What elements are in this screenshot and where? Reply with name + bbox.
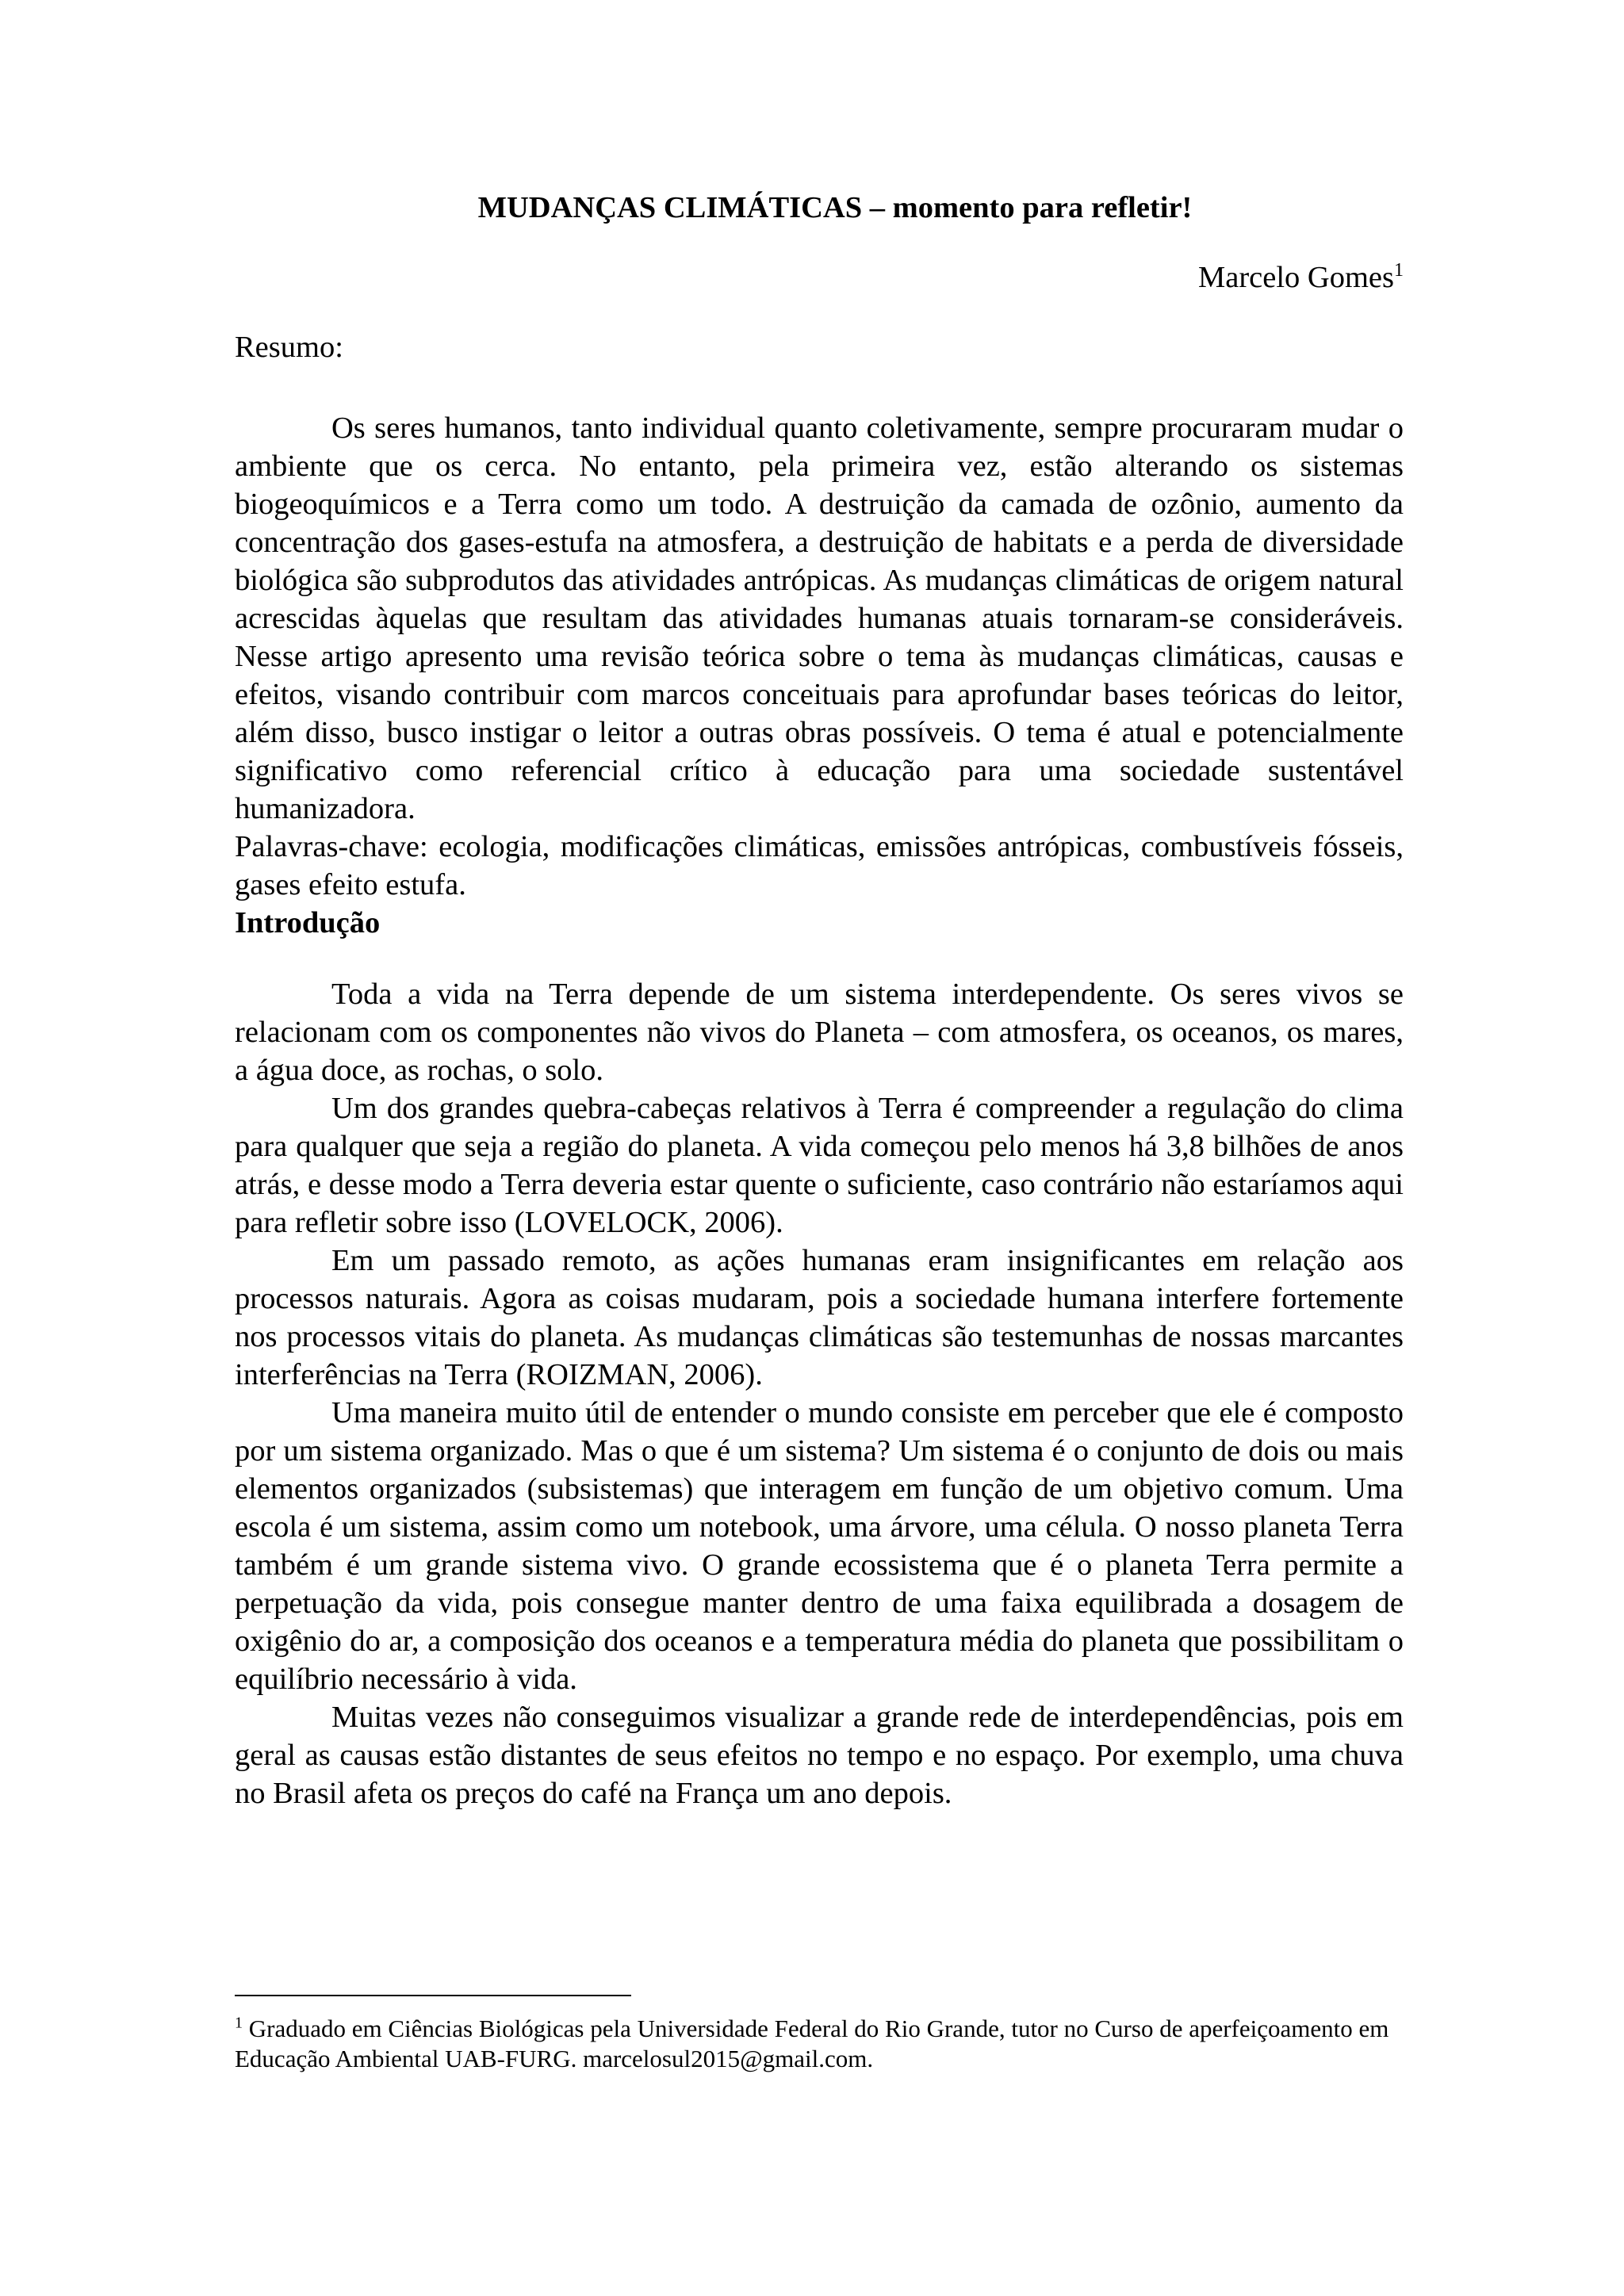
abstract-label: Resumo: [235,331,343,364]
footnote [235,2014,1404,2074]
main-content [235,189,1404,1812]
paper-title: MUDANÇAS CLIMÁTICAS – momento para refletir! [477,191,1193,224]
intro-paragraph: Toda a vida na Terra depende de um sistema interdependente. Os seres vivos se relacionam com os componentes não vivos do Planeta – com atmosfera, os oceanos, os mares, a água doce, as rochas, o solo. [235,978,1404,1087]
keywords: Palavras-chave: ecologia, modificações climáticas, emissões antrópicas, combustíveis fósseis, gases efeito estufa. [235,830,1404,901]
section-heading-introduction: Introdução [235,906,381,939]
intro-paragraph: Uma maneira muito útil de entender o mundo consiste em perceber que ele é composto por um sistema organizado. Mas o que é um sistema? Um sistema é o conjunto de dois ou mais elementos organizados (subsistemas) que interagem em função de um objetivo comum. Uma escola é um sistema, assim como um notebook, uma árvore, uma célula. O nosso planeta Terra também é um grande sistema vivo. O grande ecossistema que é o planeta Terra permite a perpetuação da vida, pois consegue manter dentro de uma faixa equilibrada a dosagem de oxigênio do ar, a composição dos oceanos e a temperatura média do planeta que possibilitam o equilíbrio necessário à vida. [235,1396,1404,1696]
author-line [235,258,1404,297]
author-footnote-ref[interactable]: 1 [1394,260,1404,281]
footnote-number: 1 [235,2014,243,2032]
intro-paragraph: Muitas vezes não conseguimos visualizar a grande rede de interdependências, pois em geral as causas estão distantes de seus efeitos no tempo e no espaço. Por exemplo, uma chuva no Brasil afeta os preços do café na França um ano depois. [235,1701,1404,1810]
author-name: Marcelo Gomes [1198,261,1394,294]
abstract-text: Os seres humanos, tanto individual quanto coletivamente, sempre procuraram mudar o ambiente que os cerca. No entanto, pela primeira vez, estão alterando os sistemas biogeoquímicos e a Terra como um todo. A destruição da camada de ozônio, aumento da concentração dos gases-estufa na atmosfera, a destruição de habitats e a perda de diversidade biológica são subprodutos das atividades antrópicas. As mudanças climáticas de origem natural acrescidas àquelas que resultam das atividades humanas atuais tornaram-se consideráveis. Nesse artigo apresento uma revisão teórica sobre o tema às mudanças climáticas, causas e efeitos, visando contribuir com marcos conceituais para aprofundar bases teóricas do leitor, além disso, busco instigar o leitor a outras obras possíveis. O tema é atual e potencialmente significativo como referencial crítico à educação para uma sociedade sustentável humanizadora. [235,411,1404,825]
intro-paragraph: Um dos grandes quebra-cabeças relativos à Terra é compreender a regulação do clima para qualquer que seja a região do planeta. A vida começou pelo menos há 3,8 bilhões de anos atrás, e desse modo a Terra deveria estar quente o suficiente, caso contrário não estaríamos aqui para refletir sobre isso (LOVELOCK, 2006). [235,1092,1404,1239]
intro-paragraph: Em um passado remoto, as ações humanas eram insignificantes em relação aos processos naturais. Agora as coisas mudaram, pois a sociedade humana interfere fortemente nos processos vitais do planeta. As mudanças climáticas são testemunhas de nossas marcantes interferências na Terra (ROIZMAN, 2006). [235,1244,1404,1391]
footnote-divider [235,1995,631,1996]
footnote-text: Graduado em Ciências Biológicas pela Universidade Federal do Rio Grande, tutor no Curso de aperfeiçoamento em Educação Ambiental UAB-FURG. marcelosul2015@gmail.com. [235,2015,1389,2072]
